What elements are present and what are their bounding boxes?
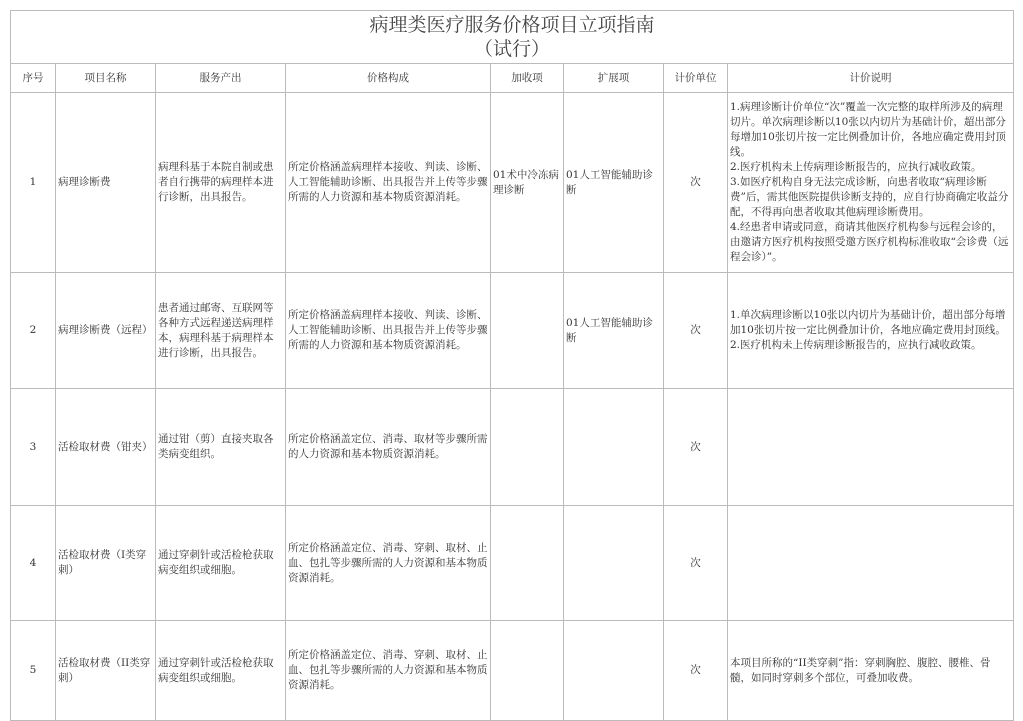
cell-price: 所定价格涵盖定位、消毒、穿刺、取材、止血、包扎等步骤所需的人力资源和基本物质资源消耗。 xyxy=(286,621,491,721)
cell-no: 1 xyxy=(11,93,56,273)
cell-no: 2 xyxy=(11,273,56,389)
cell-name: 活检取材费（I类穿刺） xyxy=(56,506,156,621)
table-row xyxy=(11,389,1014,506)
document-title: 病理类医疗服务价格项目立项指南 （试行） xyxy=(11,11,1014,64)
cell-unit: 次 xyxy=(664,621,728,721)
cell-unit: 次 xyxy=(664,506,728,621)
cell-no: 5 xyxy=(11,621,56,721)
cell-note: 本项目所称的“II类穿刺”指：穿刺胸腔、腹腔、腰椎、骨髓，如同时穿刺多个部位，可叠加收费。 xyxy=(728,621,1014,721)
table-row xyxy=(11,273,1014,389)
header-no: 序号 xyxy=(11,64,56,93)
header-price: 价格构成 xyxy=(286,64,491,93)
cell-output: 病理科基于本院自制或患者自行携带的病理样本进行诊断，出具报告。 xyxy=(156,93,286,273)
table-row xyxy=(11,506,1014,621)
cell-unit: 次 xyxy=(664,273,728,389)
cell-ext: 01人工智能辅助诊断 xyxy=(564,273,664,389)
table-row xyxy=(11,93,1014,273)
cell-extra xyxy=(491,621,564,721)
cell-extra xyxy=(491,273,564,389)
header-extra: 加收项 xyxy=(491,64,564,93)
cell-extra xyxy=(491,389,564,506)
cell-ext xyxy=(564,506,664,621)
header-name: 项目名称 xyxy=(56,64,156,93)
cell-note xyxy=(728,389,1014,506)
cell-ext: 01人工智能辅助诊断 xyxy=(564,93,664,273)
cell-name: 病理诊断费（远程） xyxy=(56,273,156,389)
header-note: 计价说明 xyxy=(728,64,1014,93)
pricing-guide-table xyxy=(10,10,1014,721)
cell-ext xyxy=(564,621,664,721)
cell-name: 病理诊断费 xyxy=(56,93,156,273)
cell-price: 所定价格涵盖定位、消毒、取材等步骤所需的人力资源和基本物质资源消耗。 xyxy=(286,389,491,506)
cell-note: 1.病理诊断计价单位“次”覆盖一次完整的取样所涉及的病理切片。单次病理诊断以10张以内切片为基础计价，超出部分每增加10张切片按一定比例叠加计价，各地应确定费用封顶线。 2.医疗机构未上传病理诊断报告的，应执行减收政策。 3.如医疗机构自身无法完成诊断，向患者收取“病理诊断费”后，需其他医院提供诊断支持的，应自行协商确定收益分配，不得再向患者收取其他病理诊断费用。 4.经患者申请或同意，商请其他医疗机构参与远程会诊的，由邀请方医疗机构按照受邀方医疗机构标准收取“会诊费（远程会诊）”。 xyxy=(728,93,1014,273)
cell-name: 活检取材费（钳夹） xyxy=(56,389,156,506)
cell-price: 所定价格涵盖定位、消毒、穿刺、取材、止血、包扎等步骤所需的人力资源和基本物质资源消耗。 xyxy=(286,506,491,621)
cell-output: 通过穿刺针或活检枪获取病变组织或细胞。 xyxy=(156,621,286,721)
cell-unit: 次 xyxy=(664,93,728,273)
cell-ext xyxy=(564,389,664,506)
cell-name: 活检取材费（II类穿刺） xyxy=(56,621,156,721)
cell-note: 1.单次病理诊断以10张以内切片为基础计价，超出部分每增加10张切片按一定比例叠加计价，各地应确定费用封顶线。 2.医疗机构未上传病理诊断报告的，应执行减收政策。 xyxy=(728,273,1014,389)
cell-note xyxy=(728,506,1014,621)
cell-unit: 次 xyxy=(664,389,728,506)
header-row xyxy=(11,64,1014,93)
cell-no: 4 xyxy=(11,506,56,621)
cell-output: 通过钳（剪）直接夹取各类病变组织。 xyxy=(156,389,286,506)
header-ext: 扩展项 xyxy=(564,64,664,93)
cell-output: 患者通过邮寄、互联网等各种方式远程递送病理样本，病理科基于病理样本进行诊断，出具报告。 xyxy=(156,273,286,389)
cell-extra: 01术中冷冻病理诊断 xyxy=(491,93,564,273)
table-row xyxy=(11,621,1014,721)
header-unit: 计价单位 xyxy=(664,64,728,93)
cell-no: 3 xyxy=(11,389,56,506)
cell-output: 通过穿刺针或活检枪获取病变组织或细胞。 xyxy=(156,506,286,621)
cell-price: 所定价格涵盖病理样本接收、判读、诊断、人工智能辅助诊断、出具报告并上传等步骤所需的人力资源和基本物质资源消耗。 xyxy=(286,273,491,389)
cell-extra xyxy=(491,506,564,621)
cell-price: 所定价格涵盖病理样本接收、判读、诊断、人工智能辅助诊断、出具报告并上传等步骤所需的人力资源和基本物质资源消耗。 xyxy=(286,93,491,273)
header-output: 服务产出 xyxy=(156,64,286,93)
